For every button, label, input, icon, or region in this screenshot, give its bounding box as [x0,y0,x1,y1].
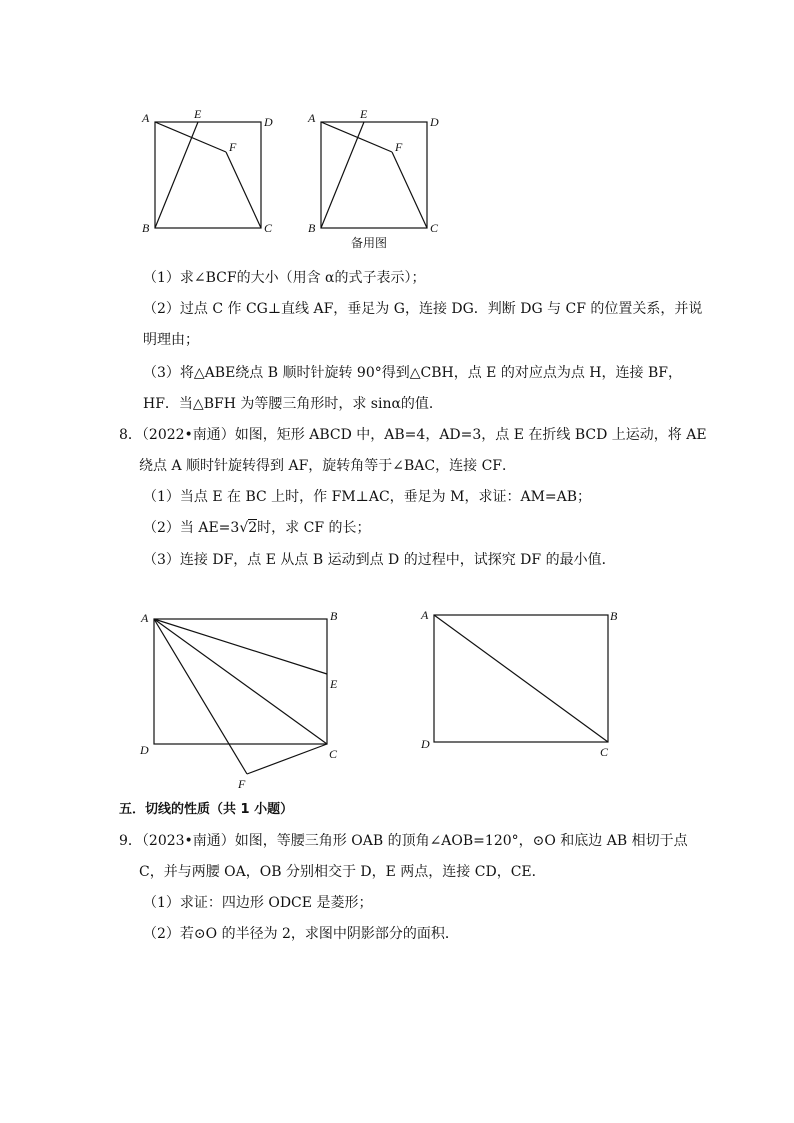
segment-ae [154,619,327,674]
q9-part-1: （1）求证：四边形 ODCE 是菱形； [143,895,373,911]
segment-fc [392,152,427,228]
figure-1 [138,104,288,239]
q8-part-2-suffix: 时，求 CF 的长； [257,520,371,536]
segment-fc [226,152,261,228]
label-e: E [330,677,338,691]
figure-3 [130,602,360,792]
label-c: C [329,747,338,761]
label-b: B [330,609,338,623]
diagonal-ac [434,615,608,742]
q9-stem-line-1: 9．（2023•南通）如图，等腰三角形 OAB 的顶角∠AOB=120°，⊙O 和底边 AB 相切于点 [119,833,688,849]
label-a: A [142,111,150,125]
q8-stem-line-1: 8．（2022•南通）如图，矩形 ABCD 中，AB=4，AD=3，点 E 在折线 BCD 上运动，将 AE [119,427,707,443]
q8-part-2 [143,518,371,538]
label-e: E [360,107,368,121]
label-d: D [430,115,439,129]
q7-part-2-line-2: 明理由； [143,332,199,348]
q7-part-1: （1）求∠BCF的大小（用含 α的式子表示）； [143,270,426,286]
segment-ac [154,619,327,744]
q8-part-2-prefix: （2）当 AE=3 [143,520,240,536]
q9-part-2: （2）若⊙O 的半径为 2，求图中阴影部分的面积． [143,926,459,942]
q7-part-3-line-2: HF．当△BFH 为等腰三角形时，求 sinα的值． [143,396,443,412]
label-a: A [421,608,429,622]
label-d: D [421,737,430,751]
label-c: C [600,745,609,759]
q8-part-1: （1）当点 E 在 BC 上时，作 FM⊥AC，垂足为 M，求证：AM=AB； [143,489,592,505]
q8-part-2-radicand: 2 [248,520,258,536]
label-e: E [194,107,202,121]
label-b: B [610,609,618,623]
label-b: B [142,221,150,235]
segment-af [321,122,392,152]
sqrt-symbol: √ [239,520,249,536]
label-f: F [229,140,237,154]
label-f: F [395,140,403,154]
q7-part-2-line-1: （2）过点 C 作 CG⊥直线 AF，垂足为 G，连接 DG．判断 DG 与 CF 的位置关系，并说 [143,301,703,317]
segment-fc [247,744,327,774]
label-c: C [430,221,439,235]
label-d: D [264,115,273,129]
figure-4 [410,602,630,762]
label-b: B [308,221,316,235]
label-a: A [308,111,316,125]
square-abcd [321,122,427,228]
segment-af [154,619,247,774]
figure-caption: 备用图 [351,236,388,250]
q7-part-3-line-1: （3）将△ABE绕点 B 顺时针旋转 90°得到△CBH，点 E 的对应点为点 H，连接 BF， [143,365,682,381]
figure-2 [304,104,454,254]
label-d: D [140,743,149,757]
q8-stem-line-2: 绕点 A 顺时针旋转得到 AF，旋转角等于∠BAC，连接 CF． [139,458,517,474]
label-a: A [141,611,149,625]
label-f: F [238,777,246,791]
q8-part-3: （3）连接 DF，点 E 从点 B 运动到点 D 的过程中，试探究 DF 的最小值． [143,552,616,568]
segment-af [155,122,226,152]
section-title: 五．切线的性质（共 1 小题） [119,802,294,817]
label-c: C [264,221,273,235]
q9-stem-line-2: C，并与两腰 OA，OB 分别相交于 D，E 两点，连接 CD，CE． [139,864,546,880]
square-abcd [155,122,261,228]
